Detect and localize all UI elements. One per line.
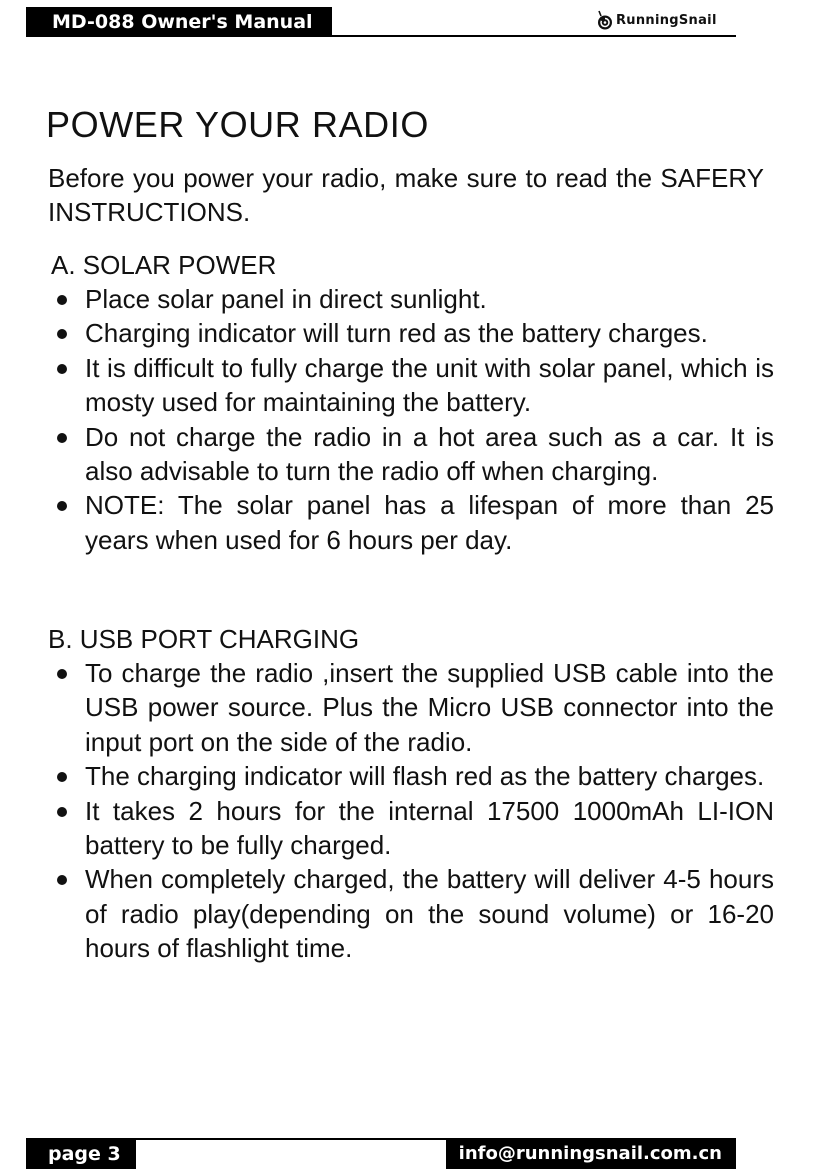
bullet-icon bbox=[57, 329, 67, 339]
bullet-text: It is difficult to fully charge the unit with solar panel, which is mosty used for maintaining the battery. bbox=[85, 352, 774, 418]
solar-power-list bbox=[52, 282, 774, 557]
bullet-text: Charging indicator will turn red as the battery charges. bbox=[85, 318, 708, 349]
bullet-text: It takes 2 hours for the internal 17500 1000mAh LI-ION battery to be fully charged. bbox=[85, 795, 774, 861]
list-item bbox=[52, 282, 774, 316]
list-item bbox=[52, 316, 774, 350]
bullet-icon bbox=[57, 364, 67, 374]
bullet-icon bbox=[57, 772, 67, 782]
bullet-icon bbox=[57, 875, 67, 885]
page-number-label: page 3 bbox=[26, 1139, 136, 1169]
header-rule bbox=[26, 35, 736, 37]
bullet-text: To charge the radio ,insert the supplied USB cable into the USB power source. Plus the Micro USB connector into the input port on the side of the radio. bbox=[85, 658, 774, 757]
section-b-heading: B. USB PORT CHARGING bbox=[48, 624, 360, 654]
list-item bbox=[52, 420, 774, 489]
bullet-icon bbox=[57, 433, 67, 443]
page-title: POWER YOUR RADIO bbox=[46, 104, 429, 145]
section-a-heading: A. SOLAR POWER bbox=[51, 250, 277, 280]
list-item bbox=[52, 794, 774, 863]
list-item bbox=[52, 759, 774, 793]
bullet-icon bbox=[57, 807, 67, 817]
bullet-text: Place solar panel in direct sunlight. bbox=[85, 284, 487, 314]
usb-charging-list bbox=[52, 656, 774, 966]
brand-logo bbox=[596, 8, 717, 32]
list-item bbox=[52, 656, 774, 759]
brand-name: RunningSnail bbox=[616, 12, 717, 28]
bullet-text: The charging indicator will flash red as the battery charges. bbox=[85, 761, 765, 792]
bullet-icon bbox=[57, 501, 67, 511]
snail-shell-icon bbox=[596, 10, 614, 30]
intro-paragraph: Before you power your radio, make sure to read the SAFERY INSTRUCTIONS. bbox=[48, 163, 764, 227]
contact-email[interactable]: info@runningsnail.com.cn bbox=[446, 1139, 736, 1169]
bullet-icon bbox=[57, 295, 67, 305]
bullet-text: Do not charge the radio in a hot area such as a car. It is also advisable to turn the radio off when charging. bbox=[85, 421, 774, 487]
list-item bbox=[52, 351, 774, 420]
manual-title-label: MD-088 Owner's Manual bbox=[26, 7, 332, 37]
bullet-text: When completely charged, the battery will deliver 4-5 hours of radio play(depending on the sound volume) or 16-20 hours of flashlight time. bbox=[85, 864, 774, 964]
list-item bbox=[52, 862, 774, 965]
bullet-text: NOTE: The solar panel has a lifespan of more than 25 years when used for 6 hours per day. bbox=[85, 490, 774, 555]
bullet-icon bbox=[57, 669, 67, 679]
list-item bbox=[52, 488, 774, 557]
